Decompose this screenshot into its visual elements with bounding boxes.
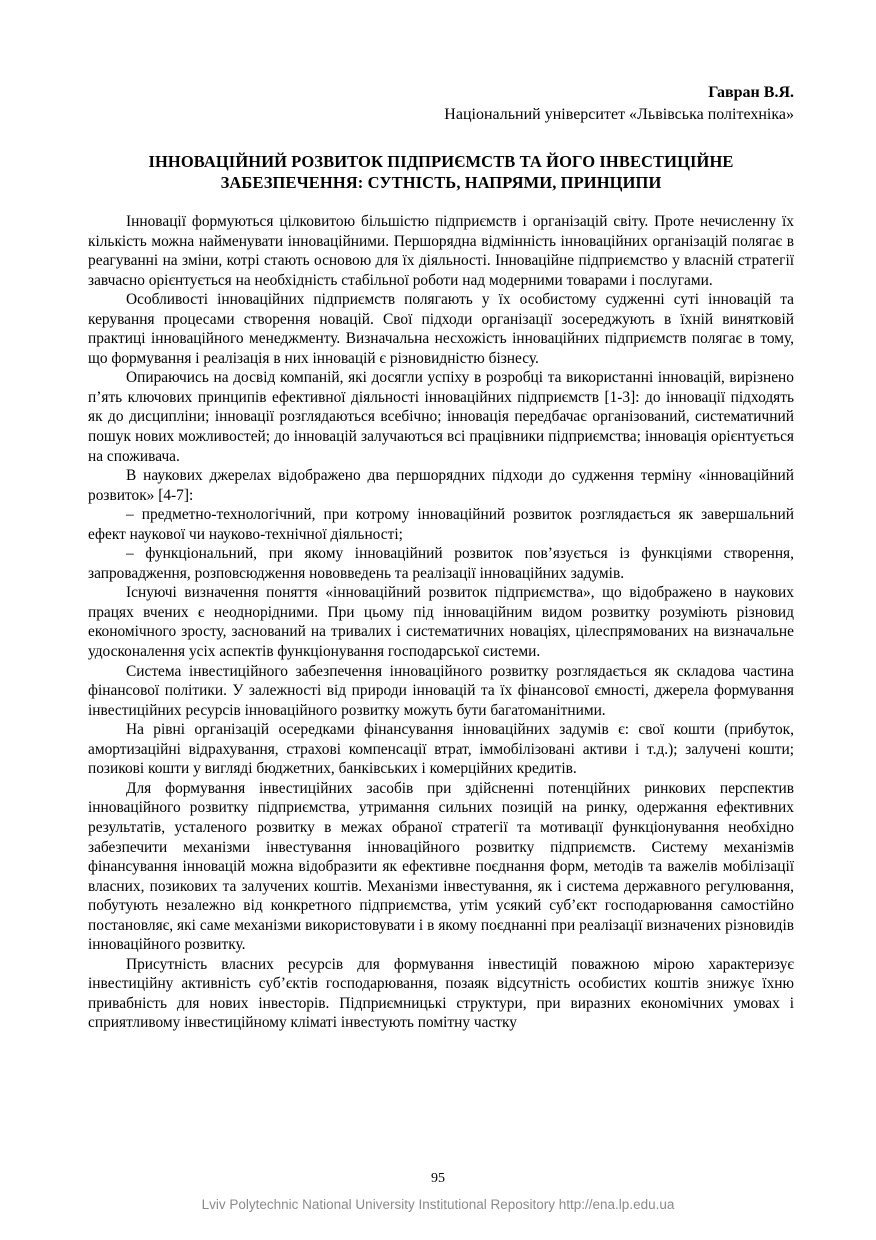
body-paragraph: Інновації формуються цілковитою більшістю підприємств і організацій світу. Проте нечисленну їх кількість можна найменувати інноваційними. Першорядна відмінність інноваційних організацій полягає в реагуванні на зміни, котрі стають основою для їх діяльності. Інноваційне підприємство у власній стратегії завчасно орієнтується на необхідність стабільної роботи над модерними товарами і послугами. [88, 213, 794, 289]
body-paragraph: Для формування інвестиційних засобів при здійсненні потенційних ринкових перспектив інноваційного розвитку підприємства, утримання сильних позицій на ринку, одержання ефективних результатів, усталеного розвитку в межах обраної стратегії та мотивації функціонування необхідно забезпечити механізми інвестування інноваційного розвитку підприємств. Систему механізмів фінансування інновацій можна відобразити як ефективне поєднання форм, методів та важелів мобілізації власних, позикових та залучених коштів. Механізми інвестування, як і система державного регулювання, побутують незалежно від конкретного підприємства, утім усякий суб’єкт господарювання самостійно постановляє, які саме механізми використовувати і в якому поєднанні при реалізації визначених різновидів інноваційного розвитку. [88, 779, 794, 954]
paper-body [88, 212, 794, 1033]
paper-title [88, 151, 794, 193]
paper-title-line-1: ІННОВАЦІЙНИЙ РОЗВИТОК ПІДПРИЄМСТВ ТА ЙОГО ІНВЕСТИЦІЙНЕ [148, 152, 734, 171]
paper-title-line-2: ЗАБЕЗПЕЧЕННЯ: СУТНІСТЬ, НАПРЯМИ, ПРИНЦИПИ [220, 173, 662, 192]
body-paragraph: На рівні організацій осередками фінансування інноваційних задумів є: свої кошти (прибуток, амортизаційні відрахування, страхові компенсації втрат, іммобілізовані активи і т.д.); залучені кошти; позикові кошти у вигляді бюджетних, банківських і комерційних кредитів. [88, 721, 794, 778]
page-content [88, 82, 794, 1033]
body-paragraph: В наукових джерелах відображено два першорядних підходи до судження терміну «інноваційний розвиток» [4-7]: [88, 467, 794, 504]
body-paragraph: Присутність власних ресурсів для формування інвестицій поважною мірою характеризує інвестиційну активність суб’єктів господарювання, позаяк відсутність особистих коштів знижує їхню привабність для нових інвесторів. Підприємницькі структури, при виразних економічних умовах і сприятливому інвестиційному кліматі інвестують помітну частку [88, 955, 794, 1032]
page-number: 95 [431, 1171, 445, 1186]
body-paragraph: Існуючі визначення поняття «інноваційний розвиток підприємства», що відображено в наукових працях вчених є неоднорідними. При цьому під інноваційним видом розвитку розуміють різновид економічного зросту, заснований на тривалих і систематичних новаціях, цілеспрямованих на визначальне удосконалення усіх аспектів функціонування господарської системи. [88, 584, 794, 661]
repository-footer: Lviv Polytechnic National University Institutional Repository http://ena.lp.edu.ua [201, 1197, 675, 1212]
author-name: Гавран В.Я. [708, 84, 794, 101]
body-paragraph: Особливості інноваційних підприємств полягають у їх особистому судженні суті інновацій та керування процесами створення новацій. Свої підходи організації зосереджують в їхній винятковій практиці інноваційного менеджменту. Визначальна несхожість інноваційних підприємств полягає в тому, що формування і реалізація в них інновацій є різновидністю бізнесу. [88, 291, 794, 367]
list-item: – предметно-технологічний, при котрому інноваційний розвиток розглядається як завершальний ефект наукової чи науково-технічної діяльності; [88, 506, 794, 543]
body-paragraph: Опираючись на досвід компаній, які досягли успіху в розробці та використанні інновацій, вирізнено п’ять ключових принципів ефективної діяльності інноваційних підприємств [1-3]: до інновації підходять як до дисципліни; інновації розглядаються всебічно; інновація передбачає організований, систематичний пошук нових можливостей; до інновацій залучаються всі працівники підприємства; інновація орієнтується на споживача. [88, 369, 794, 465]
list-item: – функціональний, при якому інноваційний розвиток пов’язується із функціями створення, запровадження, розповсюдження нововведень та реалізації інноваційних задумів. [88, 545, 794, 582]
author-affiliation: Національний університет «Львівська політехніка» [444, 106, 794, 123]
body-paragraph: Система інвестиційного забезпечення інноваційного розвитку розглядається як складова частина фінансової політики. У залежності від природи інновацій та їх фінансової ємності, джерела формування інвестиційних ресурсів інноваційного розвитку можуть бути багатоманітними. [88, 662, 794, 719]
